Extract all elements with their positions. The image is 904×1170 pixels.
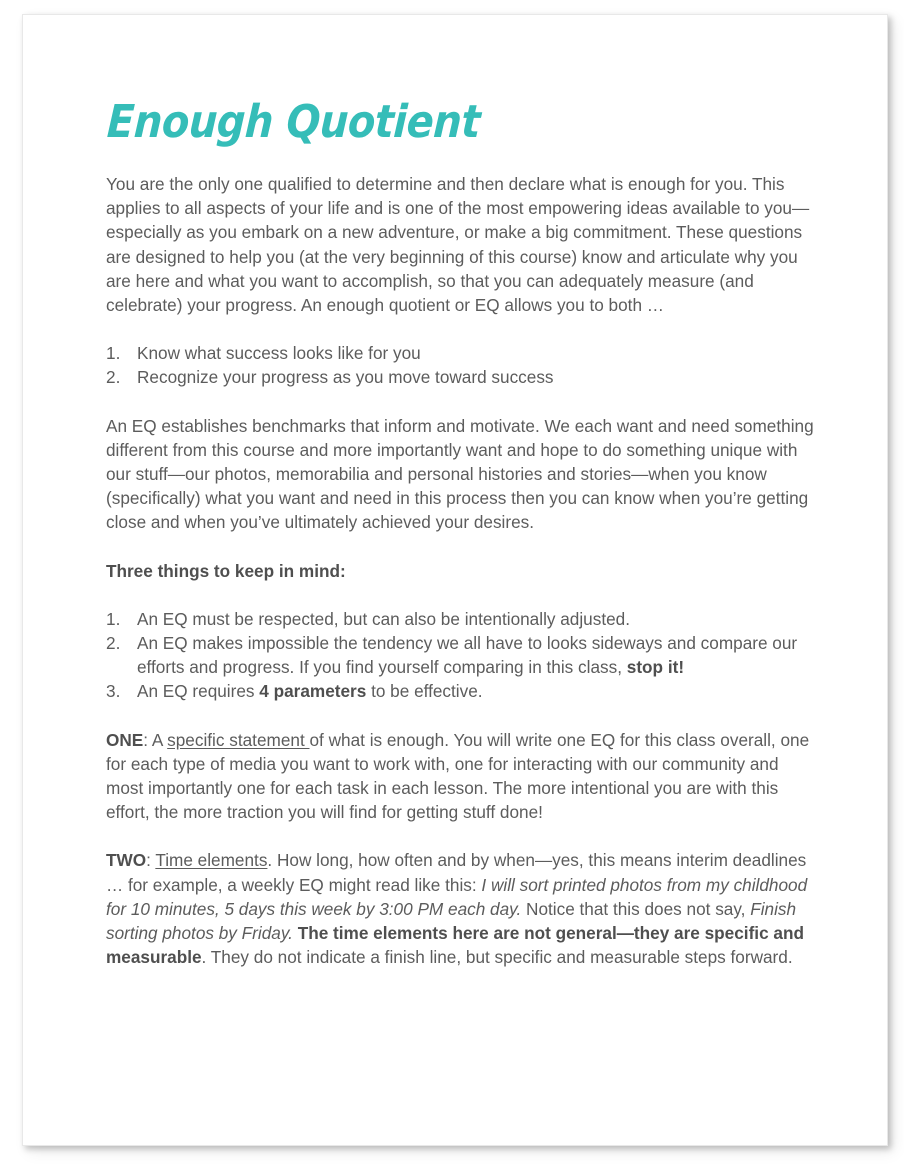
spacer (106, 704, 814, 728)
two-part2: Notice that this does not say, (521, 898, 751, 919)
list-item-text: Recognize your progress as you move toward success (137, 367, 554, 388)
two-underlined-phrase: Time elements (155, 850, 268, 871)
list-item (106, 631, 814, 679)
two-label: TWO (106, 850, 147, 871)
spacer (106, 824, 814, 848)
spacer (106, 390, 814, 414)
intro-paragraph: You are the only one qualified to determine and then declare what is enough for you. This applies to all aspects of your life and is one of the most empowering ideas available to you—especially as you embark on a new adventure, or make a big commitment. These questions are designed to help you (at the very beginning of this course) know and articulate why you are here and what you want to accomplish, so that you can adequately measure (and celebrate) your progress. An enough quotient or EQ allows you to both … (106, 174, 810, 316)
two-italic-example-2: Finish sorting photos by Friday. (106, 898, 797, 944)
two-part4: . They do not indicate a finish line, but specific and measurable steps forward. (201, 947, 793, 968)
list-item (106, 679, 814, 703)
one-rest: of what is enough. You will write one EQ for this class overall, one for each type of media you want to work with, one for interacting with our community and most importantly one for each task in each lesson. The more intentional you are with this effort, the more traction you will find for getting stuff done! (106, 729, 810, 823)
document-content (105, 96, 814, 969)
list-item-text: An EQ requires (137, 681, 260, 702)
one-after-label: : A (143, 729, 168, 750)
document-body (106, 172, 814, 969)
benchmarks-paragraph: An EQ establishes benchmarks that inform and motivate. We each want and need something different from this course and more importantly want and hope to do something unique with our stuff—our photos, memorabilia and personal histories and stories—when you know (specifically) what you want and need in this process then you can know when you’re getting close and when you’ve ultimately achieved your desires. (106, 415, 814, 533)
two-bold-emphasis: The time elements here are not general—they are specific and measurable (106, 923, 804, 968)
emphasis-4-parameters: 4 parameters (259, 681, 367, 702)
spacer (106, 583, 814, 607)
list-item (106, 607, 814, 631)
list-item-text: An EQ makes impossible the tendency we all have to looks sideways and compare our efforts and progress. If you find yourself comparing in this class, (137, 633, 798, 678)
two-paragraph (106, 848, 814, 969)
list-item-text-tail: to be effective. (366, 681, 483, 702)
two-after-label: : (146, 850, 156, 871)
list-item-text: Know what success looks like for you (137, 343, 421, 364)
allows-list (106, 341, 814, 389)
keep-in-mind-heading: Three things to keep in mind: (106, 560, 346, 581)
two-italic-example-1: I will sort printed photos from my childhood for 10 minutes, 5 days this week by 3:00 PM each day. (106, 874, 808, 919)
page-title: Enough Quotient (105, 96, 482, 149)
list-item-text: An EQ must be respected, but can also be intentionally adjusted. (137, 608, 631, 629)
one-paragraph (106, 728, 814, 825)
two-part1: . How long, how often and by when—yes, this means interim deadlines … for example, a weekly EQ might read like this: (106, 850, 807, 895)
one-label: ONE (106, 729, 144, 750)
list-item (106, 341, 814, 365)
list-item (106, 365, 814, 389)
spacer (106, 317, 814, 341)
spacer (106, 535, 814, 559)
one-underlined-phrase: specific statement (167, 729, 310, 750)
emphasis-stop-it: stop it! (626, 657, 685, 678)
keep-in-mind-list (106, 607, 814, 704)
document-sheet (22, 14, 888, 1146)
